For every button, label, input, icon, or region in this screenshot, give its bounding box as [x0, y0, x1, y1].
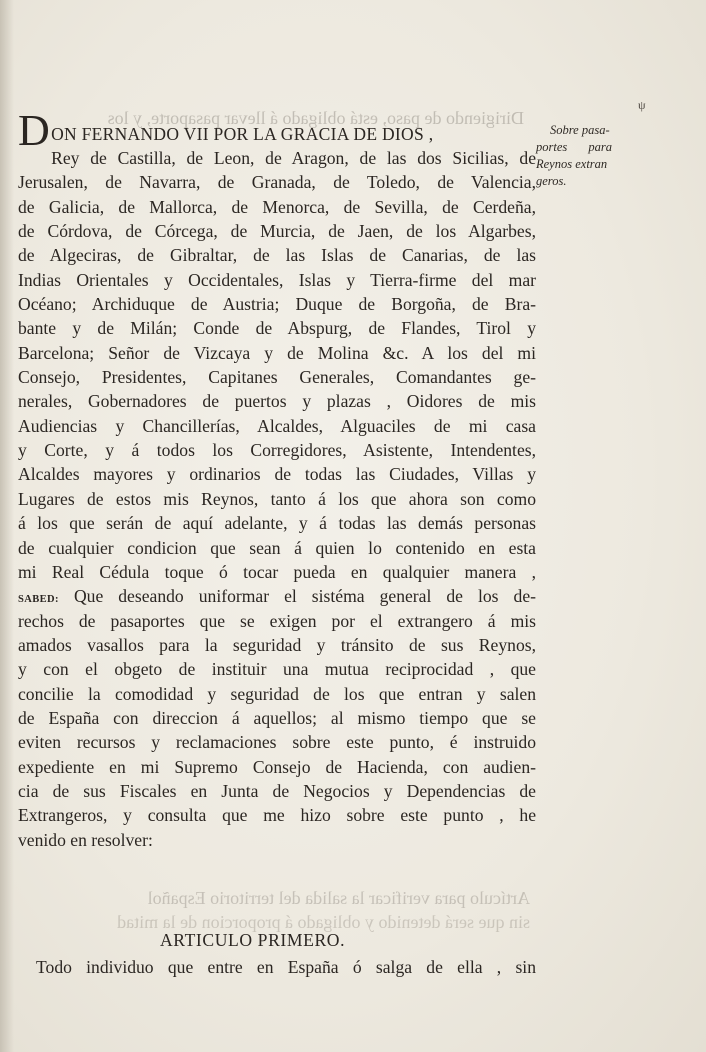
decree-body [18, 106, 536, 852]
decree-line-8: bante y de Milán; Conde de Abspurg, de Flandes, Tirol y [18, 318, 536, 339]
decree-line-14: Alcaldes mayores y ordinarios de todas las Ciudades, Villas y [18, 464, 536, 485]
decree-line-2: Jerusalen, de Navarra, de Granada, de Toledo, de Valencia, [18, 172, 536, 193]
show-through-text-bottom-1: Artículo para verificar la salida del territorio Español [147, 888, 530, 908]
decree-line-10: Consejo, Presidentes, Capitanes Generales, Comandantes ge- [18, 367, 536, 388]
decree-line-16: á los que serán de aquí adelante, y á todas las demás personas [18, 513, 536, 534]
show-through-text-top: Dirigiendo de paso, está obligado á llevar pasaporte, y los [107, 108, 524, 128]
decree-line-after-5: de España con direccion á aquellos; al mismo tiempo que se [18, 707, 536, 728]
binding-gutter-shadow [0, 0, 14, 1052]
decree-line-12: Audiencias y Chancillerías, Alcaldes, Alguaciles de mi casa [18, 415, 536, 436]
decree-line-1: Rey de Castilla, de Leon, de Aragon, de las dos Sicilias, de [51, 148, 536, 168]
decree-line-13: y Corte, y á todos los Corregidores, Asistente, Intendentes, [18, 440, 536, 461]
margin-note-line-3: Reynos extran [536, 157, 608, 171]
decree-line-after-9: Extrangeros, y consulta que me hizo sobre este punto , he [18, 805, 536, 826]
sabed-rest: Que deseando uniformar el sistéma general de los de- [73, 586, 536, 607]
drop-cap: D [18, 106, 51, 155]
decree-line-17: de cualquier condicion que sean á quien lo contenido en esta [18, 537, 536, 558]
opening-line [18, 106, 536, 155]
decree-line-18: mi Real Cédula toque ó tocar pueda en qualquier manera , [18, 561, 536, 582]
show-through-text-bottom-2: sin que será detenido y obligado á proporcion de la mitad [117, 912, 530, 932]
decree-line-5: de Algeciras, de Gibraltar, de las Islas de Canarias, de las [18, 245, 536, 266]
decree-lines-group-b [18, 609, 536, 828]
margin-note-line-4: geros. [536, 174, 567, 188]
decree-line-6: Indias Orientales y Occidentales, Islas y Tierra-firme del mar [18, 269, 536, 290]
decree-line-after-8: cia de sus Fiscales en Junta de Negocios y Dependencias de [18, 780, 536, 801]
opening-heading: ON FERNANDO VII POR LA GRACIA DE DIOS , [51, 124, 434, 144]
decree-line-after-1: rechos de pasaportes que se exigen por el extrangero á mis [18, 610, 536, 631]
decree-line-4: de Córdova, de Córcega, de Murcia, de Jaen, de los Algarbes, [18, 221, 536, 242]
decree-line-3: de Galicia, de Mallorca, de Menorca, de Sevilla, de Cerdeña, [18, 196, 536, 217]
decree-line-after-3: y con el obgeto de instituir una mutua reciprocidad , que [18, 659, 536, 680]
decree-line-15: Lugares de estos mis Reynos, tanto á los que ahora son como [18, 488, 536, 509]
decree-line-after-7: expediente en mi Supremo Consejo de Hacienda, con audien- [18, 756, 536, 777]
margin-note [536, 122, 686, 190]
article-heading: ARTICULO PRIMERO. [160, 930, 346, 950]
decree-line-7: Océano; Archiduque de Austria; Duque de Borgoña, de Bra- [18, 294, 536, 315]
decree-lines-group-a [18, 146, 536, 584]
decree-line-9: Barcelona; Señor de Vizcaya y de Molina &c. A los del mi [18, 342, 536, 363]
decree-line-after-2: amados vasallos para la seguridad y tránsito de sus Reynos, [18, 634, 536, 655]
corner-mark: ψ [638, 98, 646, 112]
sabed-line [18, 584, 536, 608]
decree-line-after-6: eviten recursos y reclamaciones sobre este punto, é instruido [18, 732, 536, 753]
article-first-line: Todo individuo que entre en España ó salga de ella , sin [36, 957, 536, 977]
closing-line: venido en resolver: [18, 829, 153, 850]
margin-note-line-2: portes para [536, 140, 612, 154]
margin-note-line-1: Sobre pasa- [550, 123, 610, 137]
decree-line-after-4: concilie la comodidad y seguridad de los que entran y salen [18, 683, 536, 704]
decree-line-11: nerales, Gobernadores de puertos y plazas , Oidores de mis [18, 391, 536, 412]
sabed-word: SABED: [18, 594, 59, 606]
